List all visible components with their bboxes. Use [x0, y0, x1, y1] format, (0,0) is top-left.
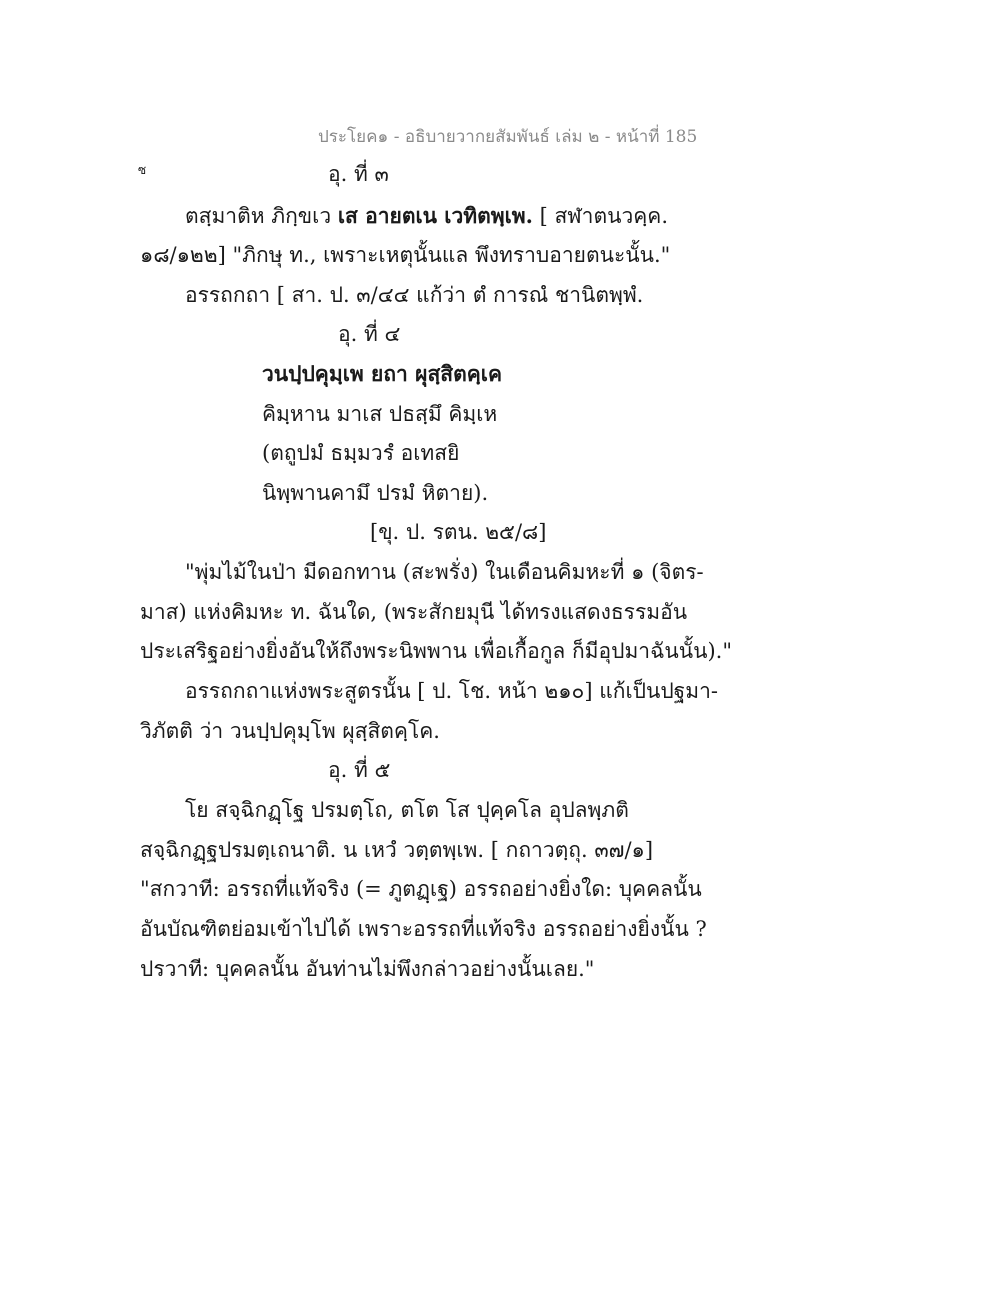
- example-5-translation-3: ปรวาที: บุคคลนั้น อันท่านไม่พึงกล่าวอย่างนั้นเลย.": [140, 957, 595, 981]
- running-header: ประโยค๑ - อธิบายวากยสัมพันธ์ เล่ม ๒ - หน้าที่ 185: [318, 127, 698, 147]
- example-3-translation: ๑๘/๑๒๒] "ภิกษุ ท., เพราะเหตุนั้นแล พึงทราบอายตนะนั้น.": [140, 243, 671, 267]
- example-3-pali-bold: เส อายตเน เวทิตพฺเพ.: [337, 203, 533, 228]
- example-4-verse-line-4: นิพฺพานคามึ ปรมํ หิตาย).: [262, 481, 489, 505]
- example-4-commentary-2: วิภัตติ ว่า วนปฺปคุมฺโพ ผุสฺสิตคฺโค.: [140, 719, 440, 743]
- example-4-reference: [ขุ. ป. รตน. ๒๕/๘]: [370, 520, 547, 544]
- example-5-translation-1: "สกวาที: อรรถที่แท้จริง (= ภูตฏฺเฐ) อรรถอย่างยิ่งใด: บุคคลนั้น: [140, 877, 702, 901]
- example-4-verse-line-1: วนปฺปคุมฺเพ ยถา ผุสฺสิตคฺเค: [262, 361, 503, 386]
- example-heading-4: อุ. ที่ ๔: [338, 322, 401, 346]
- example-5-translation-2: อันบัณฑิตย่อมเข้าไปได้ เพราะอรรถที่แท้จริง อรรถอย่างยิ่งนั้น ?: [140, 917, 707, 941]
- example-4-translation-2: มาส) แห่งคิมหะ ท. ฉันใด, (พระสักยมุนี ได้ทรงแสดงธรรมอัน: [140, 600, 688, 624]
- example-4-translation-1: "พุ่มไม้ในป่า มีดอกทาน (สะพรั่ง) ในเดือนคิมหะที่ ๑ (จิตร-: [185, 560, 704, 584]
- example-3-pali-line: [185, 202, 668, 230]
- example-3-pali-text: ตสฺมาติห ภิกฺขเว: [185, 204, 338, 228]
- example-5-pali-line-2: สจฺฉิกฏฺฐปรมตฺเถนาติ. น เหวํ วตฺตพฺเพ. [ กถาวตฺถุ. ๓๗/๑]: [140, 838, 654, 862]
- example-4-commentary-1: อรรถกถาแห่งพระสูตรนั้น [ ป. โช. หน้า ๒๑๐] แก้เป็นปฐมา-: [185, 679, 718, 703]
- example-4-verse-line-2: คิมฺหาน มาเส ปธสฺมึ คิมฺเห: [262, 402, 498, 426]
- example-5-pali-line-1: โย สจฺฉิกฏฺโฐ ปรมตฺโถ, ตโต โส ปุคฺคโล อุปลพฺภติ: [185, 798, 629, 822]
- example-heading-3: อุ. ที่ ๓: [328, 162, 389, 186]
- example-4-translation-3: ประเสริฐอย่างยิ่งอันให้ถึงพระนิพพาน เพื่อเกื้อกูล ก็มีอุปมาฉันนั้น).": [140, 639, 732, 663]
- example-3-commentary: อรรถกถา [ สา. ป. ๓/๔๔ แก้ว่า ตํ การณํ ชานิตพฺพํ.: [185, 283, 644, 307]
- margin-mark: ซ: [138, 163, 147, 177]
- example-heading-5: อุ. ที่ ๕: [328, 758, 391, 782]
- example-3-reference: [ สฬาตนวคฺค.: [532, 204, 669, 228]
- example-4-verse-line-3: (ตถูปมํ ธมฺมวรํ อเทสยิ: [262, 441, 460, 465]
